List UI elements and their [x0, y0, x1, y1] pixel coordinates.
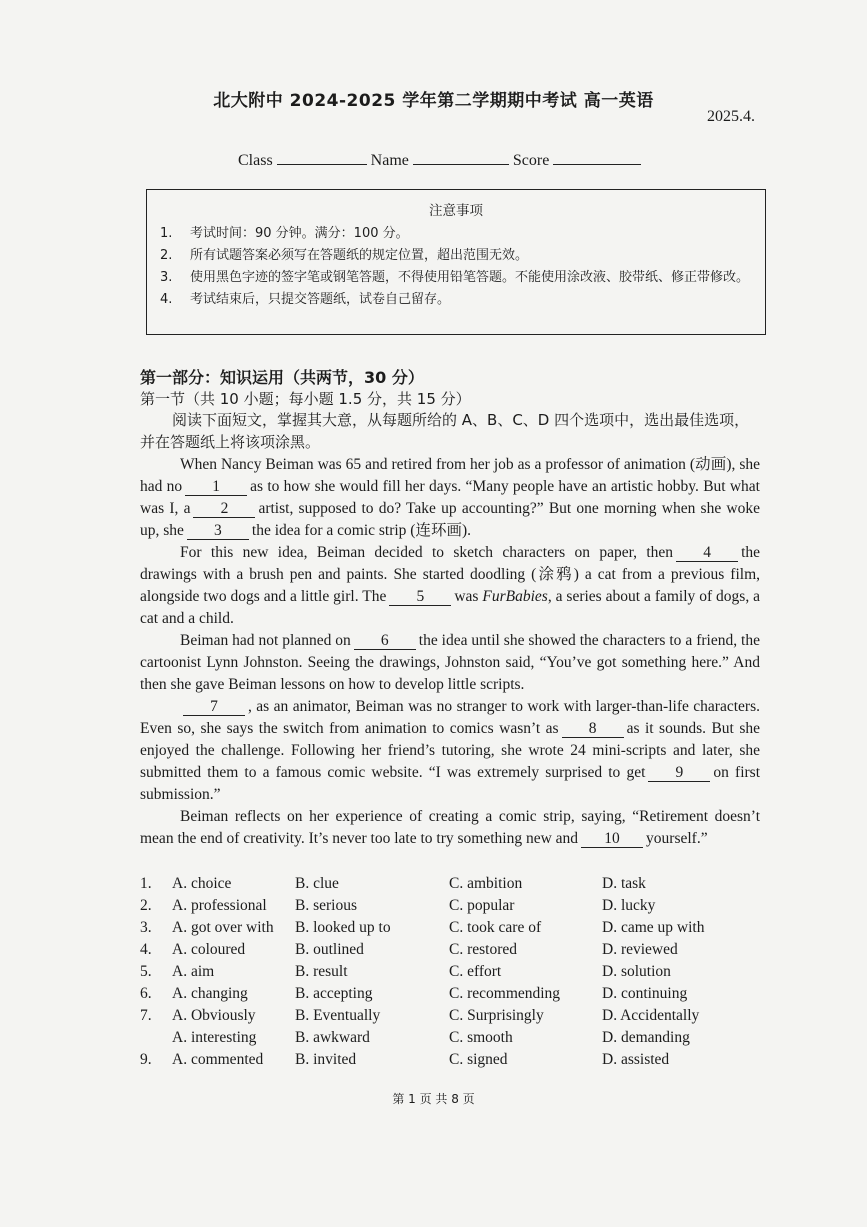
name-label: Name [370, 152, 409, 169]
answer-options [140, 873, 760, 1071]
blank-gap: 10 [581, 830, 643, 848]
cloze-passage [140, 454, 760, 850]
option-row: A. interesting B. awkward C. smooth D. demanding [172, 1029, 690, 1046]
passage-paragraph: 7 , as an animator, Beiman was no stranger to work with larger-than-life characters. Even so, she says the switch from animation to comics wasn’t as 8 as it sounds. But she enjoyed the challenge. Following her friend’s tutoring, she wrote 24 mini-scripts and later, she submitted them to a famous comic website. “I was extremely surprised to get 9 on first submission.” [140, 698, 760, 803]
blank-gap: 4 [676, 544, 738, 562]
directions-text: 阅读下面短文，掌握其大意，从每题所给的 A、B、C、D 四个选项中，选出最佳选项，并在答题纸上将该项涂黑。 [140, 411, 750, 451]
blank-gap: 7 [183, 698, 245, 716]
notice-item: 2. 所有试题答案必须写在答题纸的规定位置，超出范围无效。 [160, 248, 529, 263]
notice-item: 3. 使用黑色字迹的签字笔或钢笔答题，不得使用铅笔答题。不能使用涂改液、胶带纸、修正带修改。 [160, 270, 750, 285]
option-row: 9. A. commented B. invited C. signed D. assisted [140, 1051, 670, 1068]
blank-gap: 3 [187, 522, 249, 540]
page-footer: 第 1 页 共 8 页 [392, 1092, 475, 1106]
section-heading: 第一部分：知识运用（共两节，30 分） [140, 368, 424, 387]
student-info-line [238, 149, 641, 170]
notice-title: 注意事项 [429, 203, 483, 219]
score-label: Score [512, 152, 550, 169]
option-row: 5. A. aim B. result C. effort D. solution [140, 963, 671, 980]
passage-paragraph: When Nancy Beiman was 65 and retired from her job as a professor of animation (动画), she had no 1 as to how she would fill her days. “Many people have an artistic hobby. But what was I, a 2 artist, supposed to do? Take up accounting?” But one morning when she woke up, she 3 the idea for a comic strip (连环画). [140, 456, 760, 539]
option-row: 3. A. got over with B. looked up to C. took care of D. came up with [140, 919, 705, 936]
blank-gap: 5 [389, 588, 451, 606]
blank-gap: 2 [193, 500, 255, 518]
option-row: 4. A. coloured B. outlined C. restored D. reviewed [140, 941, 678, 958]
class-label: Class [238, 152, 273, 169]
notice-item: 1. 考试时间：90 分钟。满分：100 分。 [160, 226, 409, 241]
blank-gap: 8 [562, 720, 624, 738]
option-row: 1. A. choice B. clue C. ambition D. task [140, 875, 646, 892]
option-row: 2. A. professional B. serious C. popular D. lucky [140, 897, 656, 914]
notice-box [146, 189, 766, 335]
score-blank [553, 149, 641, 165]
notice-item: 4. 考试结束后，只提交答题纸，试卷自己留存。 [160, 292, 451, 307]
blank-gap: 9 [648, 764, 710, 782]
option-row: 7. A. Obviously B. Eventually C. Surprisingly D. Accidentally [140, 1007, 700, 1024]
class-blank [277, 149, 367, 165]
passage-paragraph: For this new idea, Beiman decided to sketch characters on paper, then 4 the drawings with a brush pen and paints. She started doodling (涂鸦) a cat from a previous film, alongside two dogs and a little girl. The 5 was FurBabies, a series about a family of dogs, a cat and a child. [140, 544, 761, 627]
exam-date: 2025.4. [707, 108, 755, 125]
blank-gap: 6 [354, 632, 416, 650]
blank-gap: 1 [185, 478, 247, 496]
passage-paragraph: Beiman reflects on her experience of creating a comic strip, saying, “Retirement doesn’t mean the end of creativity. It’s never too late to try something new and 10 yourself.” [140, 808, 760, 847]
option-row: 6. A. changing B. accepting C. recommending D. continuing [140, 985, 688, 1002]
subsection-heading: 第一节（共 10 小题；每小题 1.5 分，共 15 分） [140, 390, 471, 408]
exam-title: 北大附中 2024-2025 学年第二学期期中考试 高一英语 [213, 91, 654, 111]
passage-paragraph: Beiman had not planned on 6 the idea until she showed the characters to a friend, the cartoonist Lynn Johnston. Seeing the drawings, Johnston said, “You’ve got something here.” And then she gave Beiman lessons on how to develop little scripts. [140, 632, 760, 693]
name-blank [413, 149, 509, 165]
